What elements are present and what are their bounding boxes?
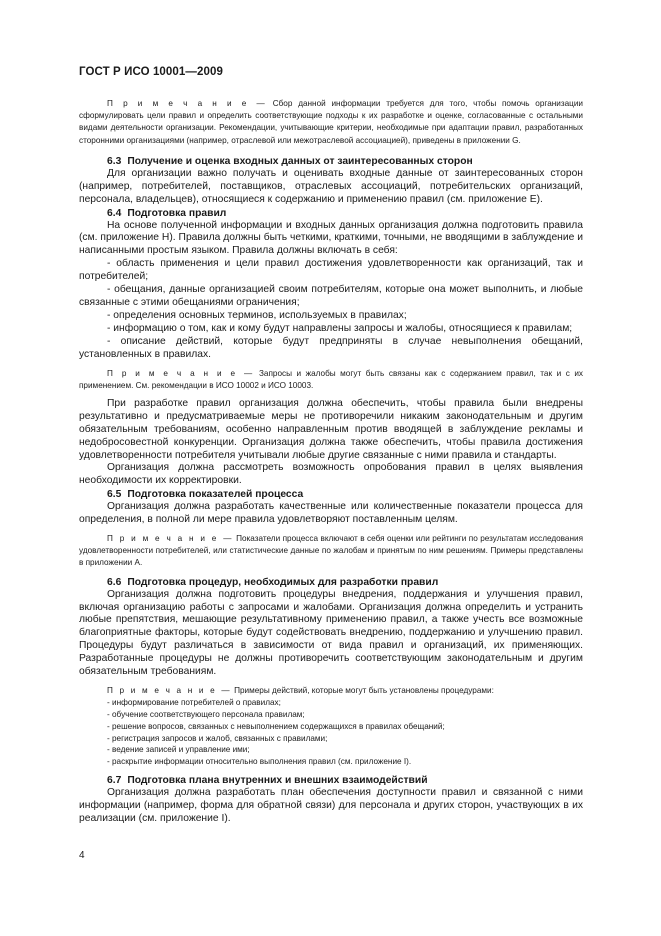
section-number: 6.7 — [107, 775, 122, 786]
note-procedure-examples — [79, 685, 583, 697]
note-list-item: - решение вопросов, связанных с невыполнением содержащихся в правилах обещаний; — [107, 721, 445, 731]
paragraph: При разработке правил организация должна обеспечить, чтобы правила были внедрены результативно и предусматриваемые меры не противоречили никаким законодательным и другим обязательным требованиям, особенно направленным против вводящей в заблуждение рекламы и недобросовестной конкуренции. Организация должна также обеспечить, чтобы правила достижения удовлетворенности потребителя учитывали любые другие связанные с ними правила и стандарты. — [79, 397, 583, 461]
paragraph: Организация должна рассмотреть возможность опробования правил в целях выявления необходимости их корректировки. — [79, 462, 583, 487]
list-item: - информацию о том, как и кому будут направлены запросы и жалобы, относящиеся к правилам; — [107, 322, 573, 334]
list-item: - область применения и цели правил достижения удовлетворенности как организаций, так и потребителей; — [79, 258, 583, 283]
section-number: 6.3 — [107, 155, 122, 167]
section-heading-6-7 — [79, 774, 583, 787]
note-list-item: - информирование потребителей о правилах; — [107, 698, 281, 708]
list-item: - описание действий, которые будут предприняты в случае невыполнения обещаний, установленных в правилах. — [79, 335, 583, 360]
section-heading-6-3 — [79, 155, 583, 168]
page-content — [79, 98, 583, 826]
paragraph: Организация должна подготовить процедуры внедрения, поддержания и улучшения правил, включая организацию работы с запросами и жалобами. Организация должна определить и устранить любые препятствия, мешающие результативному применению правил, а также учесть все возможные благоприятные факторы, которые будут содействовать внедрению, поддержанию и улучшению правил. Процедуры будут различаться в зависимости от вида правил и организаций, их применяющих. Разработанные процедуры не должны противоречить соответствующим законодательным и другим обязательным требованиям. — [79, 588, 583, 678]
page-number: 4 — [79, 850, 85, 861]
section-title: Получение и оценка входных данных от заинтересованных сторон — [127, 155, 473, 167]
note-data-collection — [79, 98, 583, 147]
note-text: Сбор данной информации требуется для того, чтобы помочь организации сформулировать цели правил и определить соответствующие подходы к их разработке и оценке, согласованные с остальными видами деятельности организации. Рекомендации, учитывающие критерии, необходимые при адаптации правил, разработанных сторонними организациями (например, отраслевой или межотраслевой ассоциацией), приведены в приложении G. — [79, 99, 584, 145]
document-code-header: ГОСТ Р ИСО 10001—2009 — [79, 66, 224, 78]
section-title: Подготовка правил — [127, 207, 227, 219]
note-text: Запросы и жалобы могут быть связаны как с содержанием правил, так и с их применением. См. рекомендации в ИСО 10002 и ИСО 10003. — [79, 368, 584, 390]
section-heading-6-4 — [79, 207, 583, 220]
section-title: Подготовка показателей процесса — [127, 489, 304, 501]
list-item: - обещания, данные организацией своим потребителям, которые она может выполнить, и любые связанные с этими обещаниями ограничения; — [79, 284, 583, 308]
list-item: - определения основных терминов, используемых в правилах; — [107, 309, 407, 321]
section-title: Подготовка плана внутренних и внешних взаимодействий — [127, 775, 428, 786]
note-requests-complaints — [79, 368, 583, 392]
paragraph: Организация должна разработать план обеспечения доступности правил и связанной с ними информации (например, форма для обратной связи) для персонала и других сторон, участвующих в их реализации (см. приложение I). — [79, 787, 583, 824]
section-number: 6.6 — [107, 576, 122, 588]
note-label: П р и м е ч а н и е — — [107, 686, 232, 696]
note-process-indicators — [79, 533, 583, 570]
paragraph: Организация должна разработать качественные или количественные показатели процесса для определения, в полной ли мере правила удовлетворяют поставленным целям. — [79, 501, 583, 526]
paragraph: На основе полученной информации и входных данных организация должна подготовить правила (см. приложение H). Правила должны быть четкими, краткими, точными, не вводящими в заблуждение и написанными простым языком. Правила должны включать в себя: — [79, 219, 583, 257]
note-label: П р и м е ч а н и е — — [107, 99, 267, 108]
section-heading-6-6 — [79, 576, 583, 589]
note-label: П р и м е ч а н и е — — [107, 368, 255, 378]
note-label: П р и м е ч а н и е — — [107, 534, 234, 544]
note-list-item: - раскрытие информации относительно выполнения правил (см. приложение I). — [107, 757, 412, 767]
section-heading-6-5 — [79, 488, 583, 501]
note-text: Примеры действий, которые могут быть установлены процедурами: — [234, 686, 494, 696]
section-title: Подготовка процедур, необходимых для разработки правил — [127, 576, 439, 588]
note-list-item: - регистрация запросов и жалоб, связанных с правилами; — [107, 733, 328, 743]
paragraph: Для организации важно получать и оценивать входные данные от заинтересованных сторон (например, потребителей, поставщиков, отраслевых ассоциаций, потребительских организаций, персонала, владельцев), относящиеся к содержанию и применению правил (см. приложение E). — [79, 167, 583, 205]
note-list-item: - обучение соответствующего персонала правилам; — [107, 710, 305, 720]
note-text: Показатели процесса включают в себя оценки или рейтинги по результатам исследования удовлетворенности потребителей, или статистические данные по жалобам и принятым по ним решениям. Примеры представлены в приложении A. — [79, 534, 584, 568]
note-list-item: - ведение записей и управление ими; — [107, 745, 250, 755]
section-number: 6.4 — [107, 207, 122, 219]
section-number: 6.5 — [107, 489, 122, 501]
